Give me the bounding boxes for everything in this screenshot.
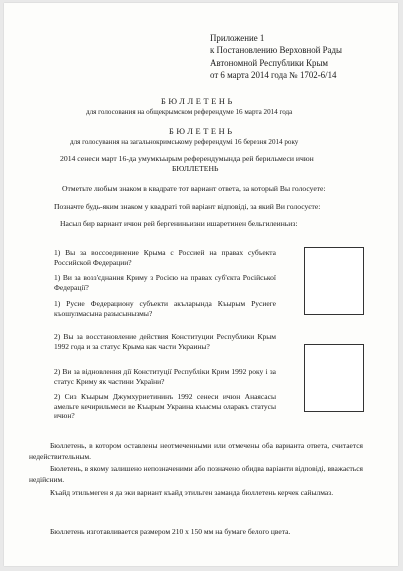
ballot-subtitle-ru: для голосования на общекрымском референдуме 16 марта 2014 года (86, 108, 293, 116)
annex-header (210, 32, 342, 81)
annex-line-2: к Постановлению Верховной Рады (210, 45, 342, 56)
question-1-uk: 1) Ви за возз'єднання Криму з Росією на правах суб'єкта Російської Федерації? (54, 273, 276, 292)
question-2-uk: 2) Ви за відновлення дії Конституції Республіки Крим 1992 року і за статус Криму як частини України? (54, 367, 276, 386)
ballot-title-ru: БЮЛЛЕТЕНЬ (161, 97, 235, 106)
question-2-crh: 2) Сиз Къырым Джумхуриетининъ 1992 сенеси ичюн Анаясасы амельге кечирильмеси ве Къырым Украина къысмы оларакъ статусы ичюн? (54, 392, 276, 421)
answer-1-checkbox[interactable] (304, 247, 364, 315)
ballot-subtitle-uk: для голосування на загальнокримському референдумі 16 березня 2014 року (70, 138, 299, 146)
question-2-ru: 2) Вы за восстановление действия Конституции Республики Крым 1992 года и за статус Крыма как части Украины? (54, 332, 276, 351)
footer-ru: Бюллетень, в котором оставлены неотмеченными или отмечены оба варианта ответа, считается недействительным. (29, 441, 363, 461)
instruction-ru: Отметьте любым знаком в квадрате тот вариант ответа, за который Вы голосуете: (62, 184, 326, 193)
annex-line-3: Автономной Республики Крым (210, 57, 329, 68)
question-1-ru: 1) Вы за воссоединение Крыма с Россией на правах субъекта Российской Федерации? (54, 248, 276, 267)
ballot-title-crh-word: БЮЛЛЕТЕНЬ (172, 164, 219, 173)
answer-2-checkbox[interactable] (304, 344, 364, 412)
annex-line-1: Приложение 1 (210, 33, 265, 43)
ballot-title-uk: БЮЛЕТЕНЬ (169, 127, 235, 136)
footer-uk: Бюлетень, в якому залишено непозначеними або позначено обидва варіанти відповіді, вважається недійсним. (29, 464, 363, 484)
question-1-crh: 1) Русие Федерациону субъекти акъларында Къырым Русиеге къошулмасына разысынызмы? (54, 299, 276, 318)
footer-size-note: Бюллетень изготавливается размером 210 х 150 мм на бумаге белого цвета. (50, 527, 291, 536)
ballot-title-crh: 2014 сенеси март 16-да умумкъырым референдумында рей берильмеси ичюн (60, 154, 314, 163)
annex-line-4: от 6 марта 2014 года № 1702-6/14 (210, 69, 337, 80)
instruction-uk: Позначте будь-яким знаком у квадраті той варіант відповіді, за який Ви голосуєте: (54, 202, 321, 211)
footer-crh: Къайд этильмеген я да эки вариант къайд этильген заманда бюллетень керчек сайылмаз. (50, 488, 334, 497)
ballot-page (4, 3, 398, 566)
instruction-crh: Насыл бир вариант ичюн рей бергениньизни ишаретинен бельгилеиньиз: (60, 219, 298, 228)
